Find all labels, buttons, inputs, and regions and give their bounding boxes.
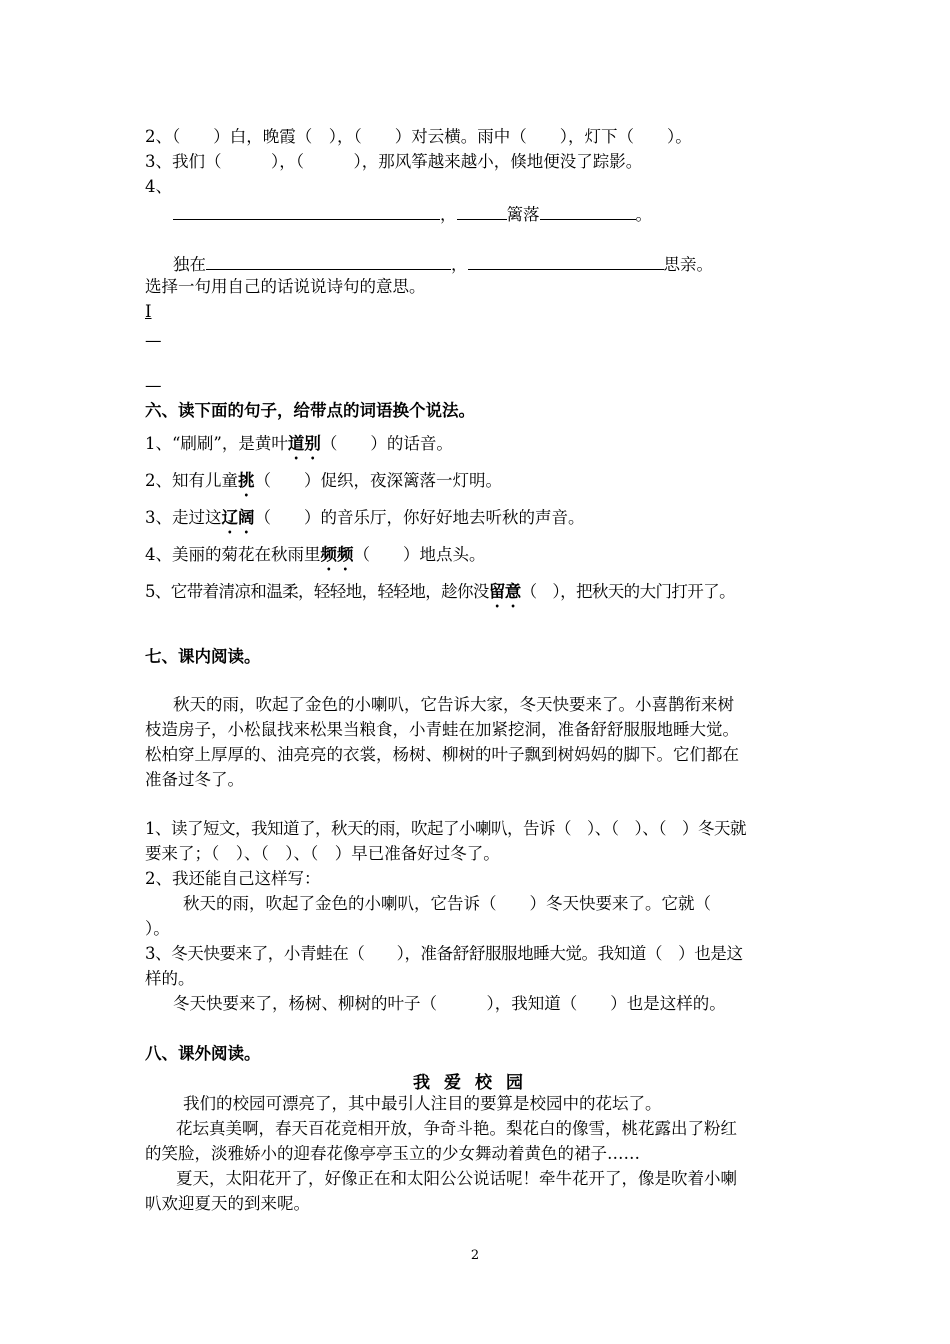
s7-question-2-cont: ）。 [145,919,170,938]
essay-line: 夏天，太阳花开了，好像正在和太阳公公说话呢！牵牛花开了，像是吹着小喇 [176,1169,737,1188]
poem-line-3: 3、我们（ ），（ ），那风筝越来越小，倏地便没了踪影。 [145,152,643,171]
choose-instruction: 选择一句用自己的话说说诗句的意思。 [145,277,426,296]
essay-line: 叭欢迎夏天的到来呢。 [145,1194,310,1213]
section-7-heading: 七、课内阅读。 [145,647,261,666]
s7-paragraph-line: 秋天的雨，吹起了金色的小喇叭，它告诉大家，冬天快要来了。小喜鹊衔来树 [173,695,734,714]
s7-question-3-cont: 样的。 [145,969,195,988]
section-8-heading: 八、课外阅读。 [145,1044,261,1063]
poem-line-2: 2、（ ）白，晚霞（ ），（ ）对云横。雨中（ ），灯下（ ）。 [145,127,692,146]
s6-item: 2、知有儿童挑（ ）促织，夜深篱落一灯明。 [145,471,502,490]
essay-line: 我们的校园可漂亮了，其中最引人注目的要算是校园中的花坛了。 [183,1094,662,1113]
answer-blank[interactable] [540,201,636,220]
s7-question-1-cont: 要来了；（ ）、（ ）、（ ）早已准备好过冬了。 [145,844,500,863]
s7-question-2-example: 秋天的雨，吹起了金色的小喇叭，它告诉（ ）冬天快要来了。它就（ [183,894,711,913]
s7-paragraph-line: 松柏穿上厚厚的、油亮亮的衣裳，杨树、柳树的叶子飘到树妈妈的脚下。它们都在 [145,745,739,764]
essay-line: 花坛真美啊，春天百花竞相开放，争奇斗艳。梨花白的像雪，桃花露出了粉红 [176,1119,737,1138]
essay-title: 我爱校园 [413,1073,537,1093]
poem-blank-line-b: 独在 ， 思亲。 [173,251,713,276]
essay-line: 的笑脸，淡雅娇小的迎春花像亭亭玉立的少女舞动着黄色的裙子…… [145,1144,640,1163]
poem-blank-line-a: ， 篱落 。 [173,201,652,226]
answer-mark: — [145,376,162,395]
answer-mark: I [145,302,152,321]
poem-line-4: 4、 [145,177,172,196]
section-6-heading: 六、读下面的句子，给带点的词语换个说法。 [145,401,475,420]
answer-blank[interactable] [457,201,507,220]
s7-paragraph-line: 枝造房子，小松鼠找来松果当粮食，小青蛙在加紧挖洞，准备舒舒服服地睡大觉。 [145,720,739,739]
s7-question-1: 1、读了短文，我知道了，秋天的雨，吹起了小喇叭，告诉（ ）、（ ）、（ ）冬天就 [145,819,746,838]
s7-paragraph-line: 准备过冬了。 [145,770,244,789]
s7-question-3: 3、冬天快要来了，小青蛙在（ ），准备舒舒服服地睡大觉。我知道（ ）也是这 [145,944,743,963]
page-number: 2 [470,1248,480,1263]
s6-item: 5、它带着清凉和温柔，轻轻地，轻轻地，趁你没留意（ ），把秋天的大门打开了。 [145,582,735,601]
s6-item: 4、美丽的菊花在秋雨里频频（ ）地点头。 [145,545,486,564]
answer-blank[interactable] [468,251,664,270]
s7-question-2: 2、我还能自己这样写： [145,869,321,888]
answer-mark: — [145,331,162,350]
s6-item: 1、“刷刷”，是黄叶道别（ ）的话音。 [145,434,453,453]
s7-question-3-second: 冬天快要来了，杨树、柳树的叶子（ ），我知道（ ）也是这样的。 [173,994,726,1013]
answer-blank[interactable] [206,251,451,270]
s6-item: 3、走过这辽阔（ ）的音乐厅，你好好地去听秋的声音。 [145,508,585,527]
answer-blank[interactable] [173,201,440,220]
